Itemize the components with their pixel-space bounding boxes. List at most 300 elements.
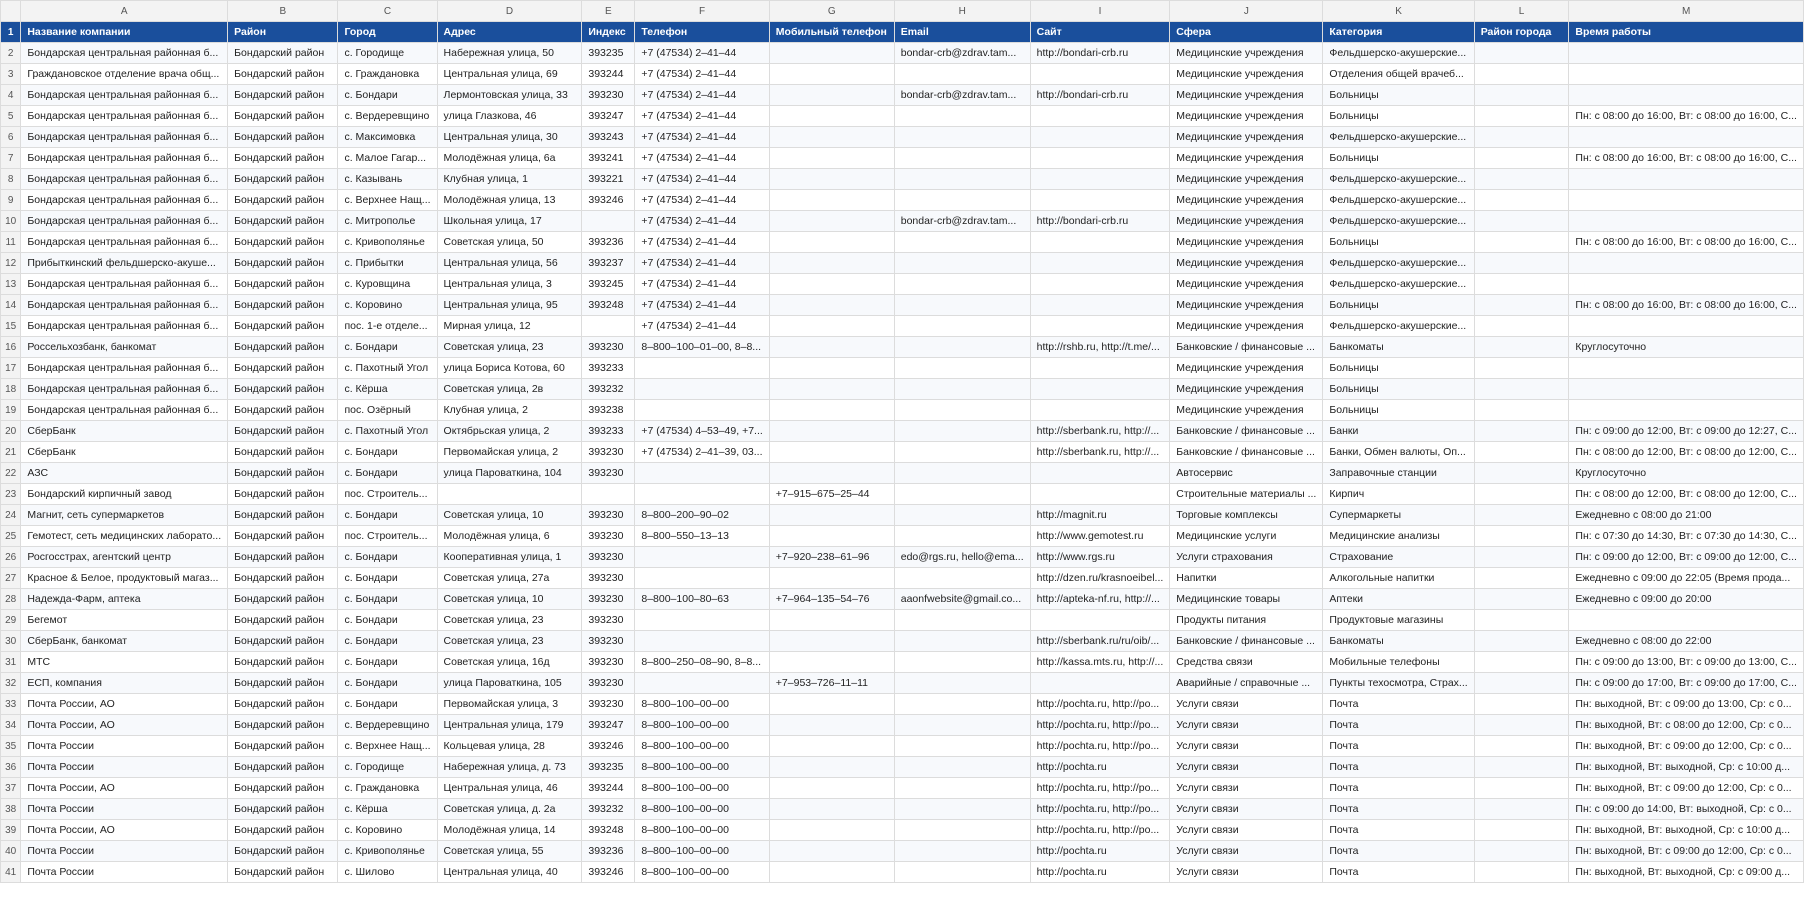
table-cell[interactable]: 8–800–100–01–00, 8–8...	[635, 337, 769, 358]
table-cell[interactable]	[894, 778, 1030, 799]
table-cell[interactable]: Почта России, АО	[21, 778, 228, 799]
table-cell[interactable]: с. Вердеревщино	[338, 715, 437, 736]
table-cell[interactable]: Кирпич	[1323, 484, 1474, 505]
table-cell[interactable]	[1474, 463, 1569, 484]
table-cell[interactable]: http://pochta.ru, http://po...	[1030, 799, 1170, 820]
table-cell[interactable]	[1474, 190, 1569, 211]
row-number[interactable]: 16	[1, 337, 21, 358]
table-cell[interactable]	[769, 799, 894, 820]
table-cell[interactable]: Медицинские учреждения	[1170, 211, 1323, 232]
table-cell[interactable]: 393230	[582, 442, 635, 463]
table-cell[interactable]: Фельдшерско-акушерские...	[1323, 43, 1474, 64]
table-cell[interactable]: Магнит, сеть супермаркетов	[21, 505, 228, 526]
table-cell[interactable]	[769, 190, 894, 211]
table-cell[interactable]: с. Кривополянье	[338, 841, 437, 862]
table-cell[interactable]	[582, 211, 635, 232]
table-cell[interactable]: Молодёжная улица, 14	[437, 820, 582, 841]
column-header-g[interactable]: G	[769, 1, 894, 22]
table-cell[interactable]: Медицинские учреждения	[1170, 274, 1323, 295]
table-cell[interactable]: с. Митрополье	[338, 211, 437, 232]
table-cell[interactable]	[894, 169, 1030, 190]
table-cell[interactable]: +7–953–726–11–11	[769, 673, 894, 694]
row-number[interactable]: 11	[1, 232, 21, 253]
table-cell[interactable]: Пн: с 08:00 до 16:00, Вт: с 08:00 до 16:00, С...	[1569, 232, 1804, 253]
table-cell[interactable]: Пн: с 07:30 до 14:30, Вт: с 07:30 до 14:30, С...	[1569, 526, 1804, 547]
column-header-j[interactable]: J	[1170, 1, 1323, 22]
table-cell[interactable]: Почта России, АО	[21, 820, 228, 841]
table-cell[interactable]: пос. 1-е отделе...	[338, 316, 437, 337]
row-number[interactable]: 8	[1, 169, 21, 190]
row-number[interactable]: 4	[1, 85, 21, 106]
table-cell[interactable]: Пункты техосмотра, Страх...	[1323, 673, 1474, 694]
table-cell[interactable]: Пн: с 08:00 до 16:00, Вт: с 08:00 до 16:00, С...	[1569, 148, 1804, 169]
table-cell[interactable]	[437, 484, 582, 505]
table-cell[interactable]: 393247	[582, 106, 635, 127]
table-cell[interactable]: Бондарский район	[228, 400, 338, 421]
row-number[interactable]: 13	[1, 274, 21, 295]
table-cell[interactable]: Торговые комплексы	[1170, 505, 1323, 526]
table-cell[interactable]	[635, 568, 769, 589]
table-cell[interactable]: 8–800–100–00–00	[635, 820, 769, 841]
table-cell[interactable]	[1030, 127, 1170, 148]
row-number[interactable]: 10	[1, 211, 21, 232]
table-cell[interactable]	[1030, 316, 1170, 337]
table-cell[interactable]: Фельдшерско-акушерские...	[1323, 190, 1474, 211]
table-cell[interactable]	[1030, 232, 1170, 253]
table-cell[interactable]: http://magnit.ru	[1030, 505, 1170, 526]
table-cell[interactable]: 393230	[582, 589, 635, 610]
table-cell[interactable]: +7 (47534) 2–41–44	[635, 169, 769, 190]
table-cell[interactable]	[1474, 358, 1569, 379]
row-number[interactable]: 30	[1, 631, 21, 652]
row-number[interactable]: 5	[1, 106, 21, 127]
table-cell[interactable]: 393246	[582, 190, 635, 211]
table-cell[interactable]	[894, 358, 1030, 379]
table-cell[interactable]	[1474, 337, 1569, 358]
table-cell[interactable]	[1474, 547, 1569, 568]
table-cell[interactable]: http://www.gemotest.ru	[1030, 526, 1170, 547]
table-cell[interactable]: Продукты питания	[1170, 610, 1323, 631]
table-cell[interactable]: улица Пароваткина, 104	[437, 463, 582, 484]
table-cell[interactable]	[894, 526, 1030, 547]
table-cell[interactable]: Фельдшерско-акушерские...	[1323, 169, 1474, 190]
header-cell[interactable]: Сфера	[1170, 22, 1323, 43]
table-cell[interactable]	[894, 484, 1030, 505]
table-cell[interactable]: Почта России	[21, 841, 228, 862]
table-cell[interactable]: Пн: выходной, Вт: с 09:00 до 12:00, Ср: с 0...	[1569, 841, 1804, 862]
table-cell[interactable]: СберБанк	[21, 421, 228, 442]
table-cell[interactable]: http://bondari-crb.ru	[1030, 43, 1170, 64]
table-cell[interactable]	[769, 862, 894, 883]
table-cell[interactable]: Советская улица, д. 2а	[437, 799, 582, 820]
table-cell[interactable]: Почта России, АО	[21, 715, 228, 736]
table-cell[interactable]	[769, 232, 894, 253]
header-cell[interactable]: Район города	[1474, 22, 1569, 43]
table-cell[interactable]: Аварийные / справочные ...	[1170, 673, 1323, 694]
table-cell[interactable]: Пн: выходной, Вт: с 09:00 до 13:00, Ср: с 0...	[1569, 694, 1804, 715]
table-cell[interactable]: 393248	[582, 820, 635, 841]
table-cell[interactable]: aaonfwebsite@gmail.co...	[894, 589, 1030, 610]
table-cell[interactable]: Бондарский район	[228, 169, 338, 190]
table-cell[interactable]	[1569, 64, 1804, 85]
row-number[interactable]: 28	[1, 589, 21, 610]
table-cell[interactable]: Услуги связи	[1170, 862, 1323, 883]
table-cell[interactable]	[894, 295, 1030, 316]
table-cell[interactable]: +7 (47534) 2–41–44	[635, 274, 769, 295]
table-cell[interactable]: Медицинские учреждения	[1170, 232, 1323, 253]
table-cell[interactable]	[1030, 148, 1170, 169]
table-cell[interactable]: Пн: выходной, Вт: с 09:00 до 12:00, Ср: с 0...	[1569, 736, 1804, 757]
table-cell[interactable]	[769, 694, 894, 715]
table-cell[interactable]: +7 (47534) 2–41–44	[635, 253, 769, 274]
table-cell[interactable]: Почта России	[21, 736, 228, 757]
table-cell[interactable]	[769, 211, 894, 232]
table-cell[interactable]	[894, 694, 1030, 715]
table-cell[interactable]: Бондарский район	[228, 190, 338, 211]
table-cell[interactable]: http://sberbank.ru, http://...	[1030, 421, 1170, 442]
table-cell[interactable]: Бондарская центральная районная б...	[21, 232, 228, 253]
table-cell[interactable]	[769, 85, 894, 106]
table-cell[interactable]: 393230	[582, 85, 635, 106]
table-cell[interactable]: http://sberbank.ru/ru/oib/...	[1030, 631, 1170, 652]
table-cell[interactable]: с. Коровино	[338, 295, 437, 316]
table-cell[interactable]: Бондарский район	[228, 442, 338, 463]
table-cell[interactable]: Бондарский район	[228, 799, 338, 820]
table-cell[interactable]: с. Кёрша	[338, 379, 437, 400]
table-cell[interactable]: +7 (47534) 2–41–44	[635, 211, 769, 232]
table-cell[interactable]: Бондарский район	[228, 253, 338, 274]
table-cell[interactable]: Пн: с 09:00 до 14:00, Вт: выходной, Ср: с 0...	[1569, 799, 1804, 820]
table-cell[interactable]	[769, 337, 894, 358]
table-cell[interactable]: http://pochta.ru, http://po...	[1030, 736, 1170, 757]
table-cell[interactable]	[1030, 274, 1170, 295]
table-cell[interactable]: Советская улица, 27а	[437, 568, 582, 589]
table-cell[interactable]: Строительные материалы ...	[1170, 484, 1323, 505]
table-cell[interactable]: Бондарский район	[228, 379, 338, 400]
table-cell[interactable]: Медицинские учреждения	[1170, 127, 1323, 148]
table-cell[interactable]: Центральная улица, 56	[437, 253, 582, 274]
table-cell[interactable]: bondar-crb@zdrav.tam...	[894, 211, 1030, 232]
row-number[interactable]: 18	[1, 379, 21, 400]
table-cell[interactable]	[769, 400, 894, 421]
table-cell[interactable]: с. Бондари	[338, 652, 437, 673]
table-cell[interactable]: +7 (47534) 2–41–44	[635, 43, 769, 64]
table-cell[interactable]	[1474, 169, 1569, 190]
table-cell[interactable]	[894, 421, 1030, 442]
table-cell[interactable]: Почта России, АО	[21, 694, 228, 715]
table-cell[interactable]: +7 (47534) 2–41–44	[635, 295, 769, 316]
row-number[interactable]: 24	[1, 505, 21, 526]
table-cell[interactable]: Пн: с 08:00 до 16:00, Вт: с 08:00 до 16:00, С...	[1569, 106, 1804, 127]
column-header-h[interactable]: H	[894, 1, 1030, 22]
table-cell[interactable]: Банкоматы	[1323, 337, 1474, 358]
table-cell[interactable]: Услуги связи	[1170, 715, 1323, 736]
table-cell[interactable]: http://pochta.ru, http://po...	[1030, 820, 1170, 841]
table-cell[interactable]: Бондарский район	[228, 127, 338, 148]
row-number[interactable]: 38	[1, 799, 21, 820]
table-cell[interactable]: Бондарский кирпичный завод	[21, 484, 228, 505]
table-cell[interactable]: Центральная улица, 40	[437, 862, 582, 883]
table-cell[interactable]: Услуги связи	[1170, 694, 1323, 715]
row-number[interactable]: 23	[1, 484, 21, 505]
table-cell[interactable]: 393245	[582, 274, 635, 295]
table-cell[interactable]: с. Вердеревщино	[338, 106, 437, 127]
table-cell[interactable]: Молодёжная улица, 6	[437, 526, 582, 547]
table-cell[interactable]: Медицинские услуги	[1170, 526, 1323, 547]
table-cell[interactable]: Молодёжная улица, 6а	[437, 148, 582, 169]
table-cell[interactable]	[1030, 190, 1170, 211]
table-cell[interactable]	[1030, 169, 1170, 190]
row-number[interactable]: 7	[1, 148, 21, 169]
table-cell[interactable]	[1474, 694, 1569, 715]
table-cell[interactable]	[769, 421, 894, 442]
table-cell[interactable]: Средства связи	[1170, 652, 1323, 673]
table-cell[interactable]: Услуги связи	[1170, 736, 1323, 757]
table-cell[interactable]: Бондарский район	[228, 610, 338, 631]
table-cell[interactable]	[1030, 253, 1170, 274]
row-number[interactable]: 35	[1, 736, 21, 757]
table-cell[interactable]: 8–800–100–00–00	[635, 841, 769, 862]
table-cell[interactable]	[1569, 127, 1804, 148]
table-cell[interactable]: Бондарская центральная районная б...	[21, 85, 228, 106]
table-cell[interactable]	[769, 736, 894, 757]
table-cell[interactable]: Советская улица, 23	[437, 337, 582, 358]
table-cell[interactable]: 393235	[582, 43, 635, 64]
table-cell[interactable]	[894, 127, 1030, 148]
table-cell[interactable]: Бондарский район	[228, 652, 338, 673]
table-cell[interactable]	[1474, 253, 1569, 274]
table-cell[interactable]: с. Бондари	[338, 673, 437, 694]
table-cell[interactable]	[894, 505, 1030, 526]
table-cell[interactable]	[1569, 379, 1804, 400]
table-cell[interactable]: Бондарская центральная районная б...	[21, 379, 228, 400]
table-cell[interactable]: Бондарская центральная районная б...	[21, 190, 228, 211]
row-number[interactable]: 37	[1, 778, 21, 799]
table-cell[interactable]	[894, 799, 1030, 820]
table-cell[interactable]: Первомайская улица, 2	[437, 442, 582, 463]
table-cell[interactable]: +7–920–238–61–96	[769, 547, 894, 568]
table-cell[interactable]: Набережная улица, 50	[437, 43, 582, 64]
table-cell[interactable]: +7–964–135–54–76	[769, 589, 894, 610]
table-cell[interactable]	[1030, 673, 1170, 694]
table-cell[interactable]: 393241	[582, 148, 635, 169]
table-cell[interactable]: Бондарская центральная районная б...	[21, 211, 228, 232]
header-cell[interactable]: Район	[228, 22, 338, 43]
table-cell[interactable]: Бондарский район	[228, 631, 338, 652]
table-cell[interactable]: Центральная улица, 179	[437, 715, 582, 736]
table-cell[interactable]: Бондарский район	[228, 547, 338, 568]
table-cell[interactable]	[769, 568, 894, 589]
row-number[interactable]: 40	[1, 841, 21, 862]
table-cell[interactable]: Бондарский район	[228, 106, 338, 127]
table-cell[interactable]: Фельдшерско-акушерские...	[1323, 211, 1474, 232]
table-cell[interactable]	[1569, 316, 1804, 337]
table-cell[interactable]: с. Граждановка	[338, 778, 437, 799]
table-cell[interactable]: улица Бориса Котова, 60	[437, 358, 582, 379]
table-cell[interactable]	[635, 610, 769, 631]
column-header-m[interactable]: M	[1569, 1, 1804, 22]
table-cell[interactable]	[1030, 379, 1170, 400]
table-cell[interactable]: Аптеки	[1323, 589, 1474, 610]
row-number[interactable]: 15	[1, 316, 21, 337]
table-cell[interactable]: Центральная улица, 3	[437, 274, 582, 295]
table-cell[interactable]	[635, 673, 769, 694]
table-cell[interactable]: Центральная улица, 30	[437, 127, 582, 148]
column-header-a[interactable]: A	[21, 1, 228, 22]
table-cell[interactable]: Больницы	[1323, 106, 1474, 127]
table-cell[interactable]: Бондарский район	[228, 463, 338, 484]
table-cell[interactable]: с. Бондари	[338, 694, 437, 715]
table-cell[interactable]: Услуги связи	[1170, 841, 1323, 862]
table-cell[interactable]: http://pochta.ru, http://po...	[1030, 694, 1170, 715]
table-cell[interactable]	[894, 463, 1030, 484]
table-cell[interactable]: Советская улица, 23	[437, 610, 582, 631]
table-cell[interactable]	[1474, 778, 1569, 799]
row-number[interactable]: 2	[1, 43, 21, 64]
table-cell[interactable]	[894, 631, 1030, 652]
table-cell[interactable]: Бондарский район	[228, 778, 338, 799]
table-cell[interactable]: 393236	[582, 841, 635, 862]
row-number[interactable]: 20	[1, 421, 21, 442]
table-cell[interactable]: Бондарский район	[228, 526, 338, 547]
table-cell[interactable]: 393230	[582, 337, 635, 358]
table-cell[interactable]: Бондарский район	[228, 274, 338, 295]
table-cell[interactable]: Пн: выходной, Вт: выходной, Ср: с 10:00 д...	[1569, 820, 1804, 841]
table-cell[interactable]: 393221	[582, 169, 635, 190]
table-cell[interactable]: Советская улица, 10	[437, 505, 582, 526]
table-cell[interactable]	[1569, 358, 1804, 379]
table-cell[interactable]: Бондарская центральная районная б...	[21, 274, 228, 295]
table-cell[interactable]: Надежда-Фарм, аптека	[21, 589, 228, 610]
table-cell[interactable]: Медицинские учреждения	[1170, 190, 1323, 211]
table-cell[interactable]: Медицинские учреждения	[1170, 358, 1323, 379]
table-cell[interactable]: Октябрьская улица, 2	[437, 421, 582, 442]
table-cell[interactable]: Бондарская центральная районная б...	[21, 127, 228, 148]
table-cell[interactable]	[1474, 841, 1569, 862]
table-cell[interactable]: 393230	[582, 652, 635, 673]
table-cell[interactable]: Автосервис	[1170, 463, 1323, 484]
table-cell[interactable]	[894, 232, 1030, 253]
table-cell[interactable]: Пн: с 09:00 до 17:00, Вт: с 09:00 до 17:00, С...	[1569, 673, 1804, 694]
table-cell[interactable]: Кооперативная улица, 1	[437, 547, 582, 568]
table-cell[interactable]	[635, 358, 769, 379]
table-cell[interactable]: +7–915–675–25–44	[769, 484, 894, 505]
table-cell[interactable]: 393230	[582, 694, 635, 715]
table-cell[interactable]: Услуги связи	[1170, 778, 1323, 799]
header-cell[interactable]: Телефон	[635, 22, 769, 43]
table-cell[interactable]	[769, 106, 894, 127]
table-cell[interactable]	[894, 442, 1030, 463]
table-cell[interactable]: 8–800–100–00–00	[635, 694, 769, 715]
table-cell[interactable]	[769, 295, 894, 316]
table-cell[interactable]: Бондарский район	[228, 568, 338, 589]
table-cell[interactable]	[1030, 463, 1170, 484]
table-cell[interactable]: 393233	[582, 358, 635, 379]
table-cell[interactable]: Центральная улица, 69	[437, 64, 582, 85]
table-cell[interactable]	[769, 841, 894, 862]
table-cell[interactable]	[894, 379, 1030, 400]
table-cell[interactable]	[1474, 43, 1569, 64]
table-cell[interactable]: Медицинские учреждения	[1170, 148, 1323, 169]
table-cell[interactable]: 393230	[582, 547, 635, 568]
table-cell[interactable]: улица Пароваткина, 105	[437, 673, 582, 694]
table-cell[interactable]: Советская улица, 2в	[437, 379, 582, 400]
table-cell[interactable]: Бондарский район	[228, 841, 338, 862]
table-cell[interactable]: Ежедневно с 08:00 до 21:00	[1569, 505, 1804, 526]
table-cell[interactable]: Росгосстрах, агентский центр	[21, 547, 228, 568]
table-cell[interactable]	[1474, 757, 1569, 778]
table-cell[interactable]	[769, 757, 894, 778]
table-cell[interactable]: Фельдшерско-акушерские...	[1323, 274, 1474, 295]
table-cell[interactable]: с. Городище	[338, 43, 437, 64]
table-cell[interactable]	[1569, 253, 1804, 274]
table-cell[interactable]: пос. Строитель...	[338, 484, 437, 505]
table-cell[interactable]	[1569, 85, 1804, 106]
table-cell[interactable]: Бондарский район	[228, 337, 338, 358]
table-cell[interactable]: Пн: с 08:00 до 12:00, Вт: с 08:00 до 12:00, С...	[1569, 484, 1804, 505]
table-cell[interactable]: с. Кёрша	[338, 799, 437, 820]
table-cell[interactable]	[1030, 358, 1170, 379]
row-number[interactable]: 22	[1, 463, 21, 484]
table-cell[interactable]: 393230	[582, 631, 635, 652]
table-cell[interactable]: bondar-crb@zdrav.tam...	[894, 43, 1030, 64]
table-cell[interactable]: http://pochta.ru	[1030, 757, 1170, 778]
table-cell[interactable]	[769, 631, 894, 652]
table-cell[interactable]: +7 (47534) 2–41–44	[635, 148, 769, 169]
row-number[interactable]: 39	[1, 820, 21, 841]
table-cell[interactable]: Медицинские анализы	[1323, 526, 1474, 547]
table-cell[interactable]: Круглосуточно	[1569, 463, 1804, 484]
table-cell[interactable]: Медицинские учреждения	[1170, 169, 1323, 190]
table-cell[interactable]	[894, 148, 1030, 169]
table-cell[interactable]: Советская улица, 10	[437, 589, 582, 610]
table-cell[interactable]	[769, 610, 894, 631]
table-cell[interactable]	[894, 862, 1030, 883]
table-cell[interactable]	[1030, 610, 1170, 631]
table-cell[interactable]	[1474, 610, 1569, 631]
column-header-e[interactable]: E	[582, 1, 635, 22]
table-cell[interactable]: 393246	[582, 862, 635, 883]
table-cell[interactable]: Прибыткинский фельдшерско-акуше...	[21, 253, 228, 274]
table-cell[interactable]: Бондарский район	[228, 232, 338, 253]
table-cell[interactable]: Отделения общей врачеб...	[1323, 64, 1474, 85]
table-cell[interactable]	[769, 715, 894, 736]
table-cell[interactable]: Набережная улица, д. 73	[437, 757, 582, 778]
table-cell[interactable]: Почта России	[21, 757, 228, 778]
table-cell[interactable]	[1474, 127, 1569, 148]
table-cell[interactable]: Молодёжная улица, 13	[437, 190, 582, 211]
table-cell[interactable]: http://pochta.ru, http://po...	[1030, 715, 1170, 736]
table-cell[interactable]: 393244	[582, 778, 635, 799]
table-cell[interactable]: +7 (47534) 2–41–44	[635, 232, 769, 253]
header-cell[interactable]: Индекс	[582, 22, 635, 43]
table-cell[interactable]	[894, 253, 1030, 274]
row-number[interactable]: 25	[1, 526, 21, 547]
table-cell[interactable]: Красное & Белое, продуктовый магаз...	[21, 568, 228, 589]
table-cell[interactable]: Медицинские учреждения	[1170, 253, 1323, 274]
table-cell[interactable]	[894, 400, 1030, 421]
table-cell[interactable]: с. Бондари	[338, 631, 437, 652]
table-cell[interactable]	[1474, 673, 1569, 694]
table-cell[interactable]: Услуги связи	[1170, 820, 1323, 841]
table-cell[interactable]: +7 (47534) 2–41–44	[635, 127, 769, 148]
table-cell[interactable]: с. Бондари	[338, 610, 437, 631]
row-number[interactable]: 21	[1, 442, 21, 463]
row-number[interactable]: 6	[1, 127, 21, 148]
table-cell[interactable]	[1474, 799, 1569, 820]
table-cell[interactable]: Бондарский район	[228, 421, 338, 442]
table-cell[interactable]: с. Кривополянье	[338, 232, 437, 253]
